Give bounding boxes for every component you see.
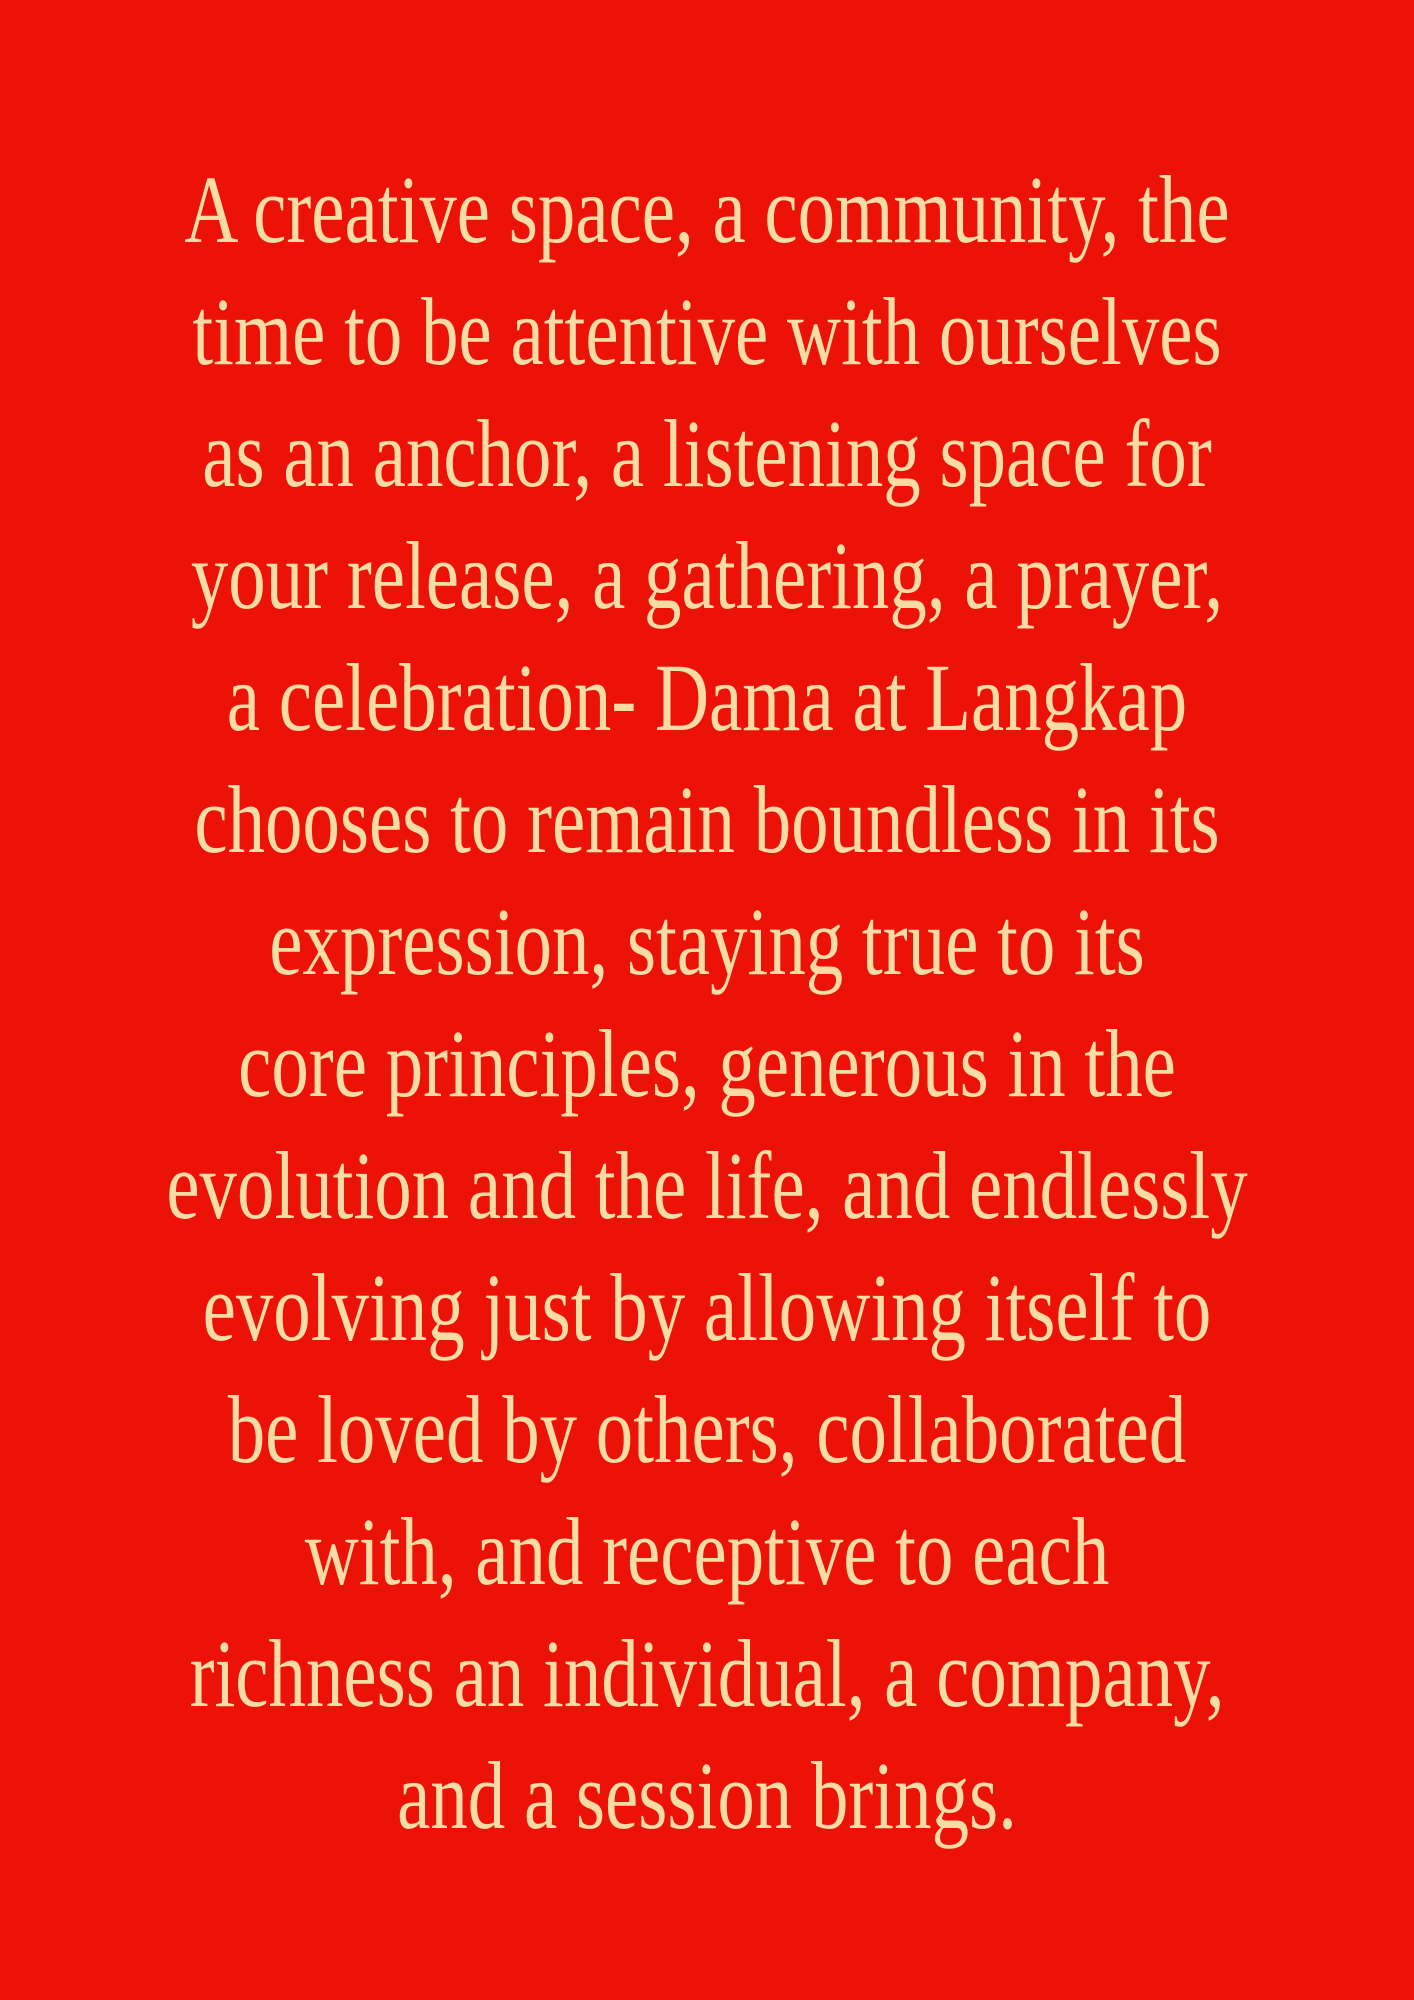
poster-line: your release, a gathering, a prayer, [190, 522, 1224, 629]
poster-line: a celebration- Dama at Langkap [226, 644, 1188, 751]
poster-line: expression, staying true to its [269, 888, 1145, 995]
poster-line: evolution and the life, and endlessly [166, 1132, 1248, 1239]
poster-line: A creative space, a community, the [184, 156, 1230, 263]
poster-line: as an anchor, a listening space for [202, 400, 1212, 507]
poster-text-block [0, 149, 1414, 1857]
poster-line: core principles, generous in the [238, 1010, 1176, 1117]
poster-line: and a session brings. [397, 1742, 1017, 1849]
poster-line: chooses to remain boundless in its [194, 766, 1220, 873]
poster-line: be loved by others, collaborated [227, 1376, 1187, 1483]
poster-line: time to be attentive with ourselves [192, 278, 1222, 385]
poster-line: evolving just by allowing itself to [202, 1254, 1212, 1361]
poster-line: richness an individual, a company, [189, 1620, 1225, 1727]
poster-line: with, and receptive to each [304, 1498, 1110, 1605]
